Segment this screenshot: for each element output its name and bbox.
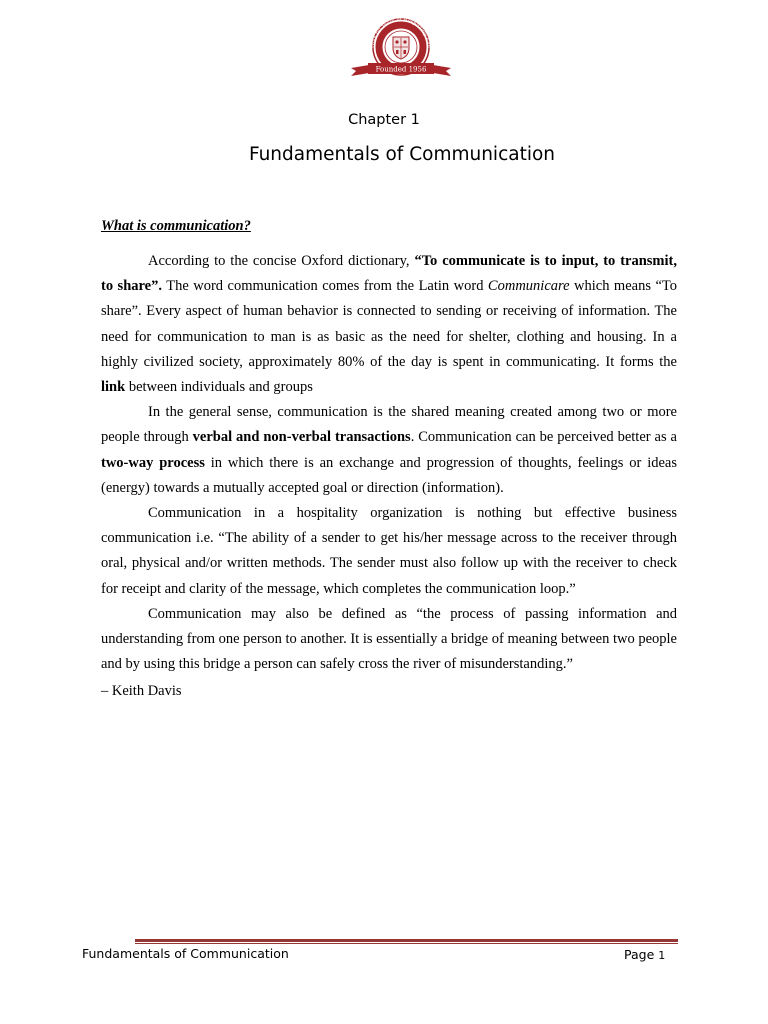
footer-rule-thin [135, 943, 678, 944]
page-title: Fundamentals of Communication [248, 144, 556, 165]
logo-ring-text: Than 60 Years of Hospitality Edu [370, 16, 432, 49]
quote-attribution: – Keith Davis [101, 683, 182, 700]
college-logo [348, 12, 454, 76]
paragraph-2: In the general sense, communication is the shared meaning created among two or more people through verbal and non-verbal transactions. Communication can be perceived better as a two-way process in which there is an exchange and progression of thoughts, feelings or ideas (energy) towards a mutually accepted goal or direction (information). [101, 404, 678, 496]
chapter-label: Chapter 1 [348, 112, 420, 128]
page-number: Page 1 [624, 947, 666, 962]
paragraph-1: According to the concise Oxford dictionary, “To communicate is to input, to transmit, to share”. The word communication comes from the Latin word Communicare which means “To share”. Every aspect of human behavior is connected to sending or receiving of information. The need for communication to man is as basic as the need for shelter, clothing and housing. In a highly civilized society, approximately 80% of the day is spent in communicating. It forms the link between individuals and groups [101, 253, 677, 396]
footer-title: Fundamentals of Communication [82, 946, 289, 961]
logo-ribbon-text: Founded 1956 [375, 65, 427, 74]
footer-rule [135, 939, 678, 942]
body-text [101, 249, 677, 705]
paragraph-3: Communication in a hospitality organization is nothing but effective business communication i.e. “The ability of a sender to get his/her message across to the receiver through oral, physical and/or written methods. The sender must also follow up with the receiver to check for receipt and clarity of the message, which completes the communication loop.” [101, 505, 677, 597]
section-heading: What is communication? [101, 218, 251, 234]
college-crest-icon [348, 12, 454, 76]
paragraph-4: Communication may also be defined as “the process of passing information and understanding from one person to another. It is essentially a bridge of meaning between two people and by using this bridge a person can safely cross the river of misunderstanding.” [101, 605, 677, 673]
